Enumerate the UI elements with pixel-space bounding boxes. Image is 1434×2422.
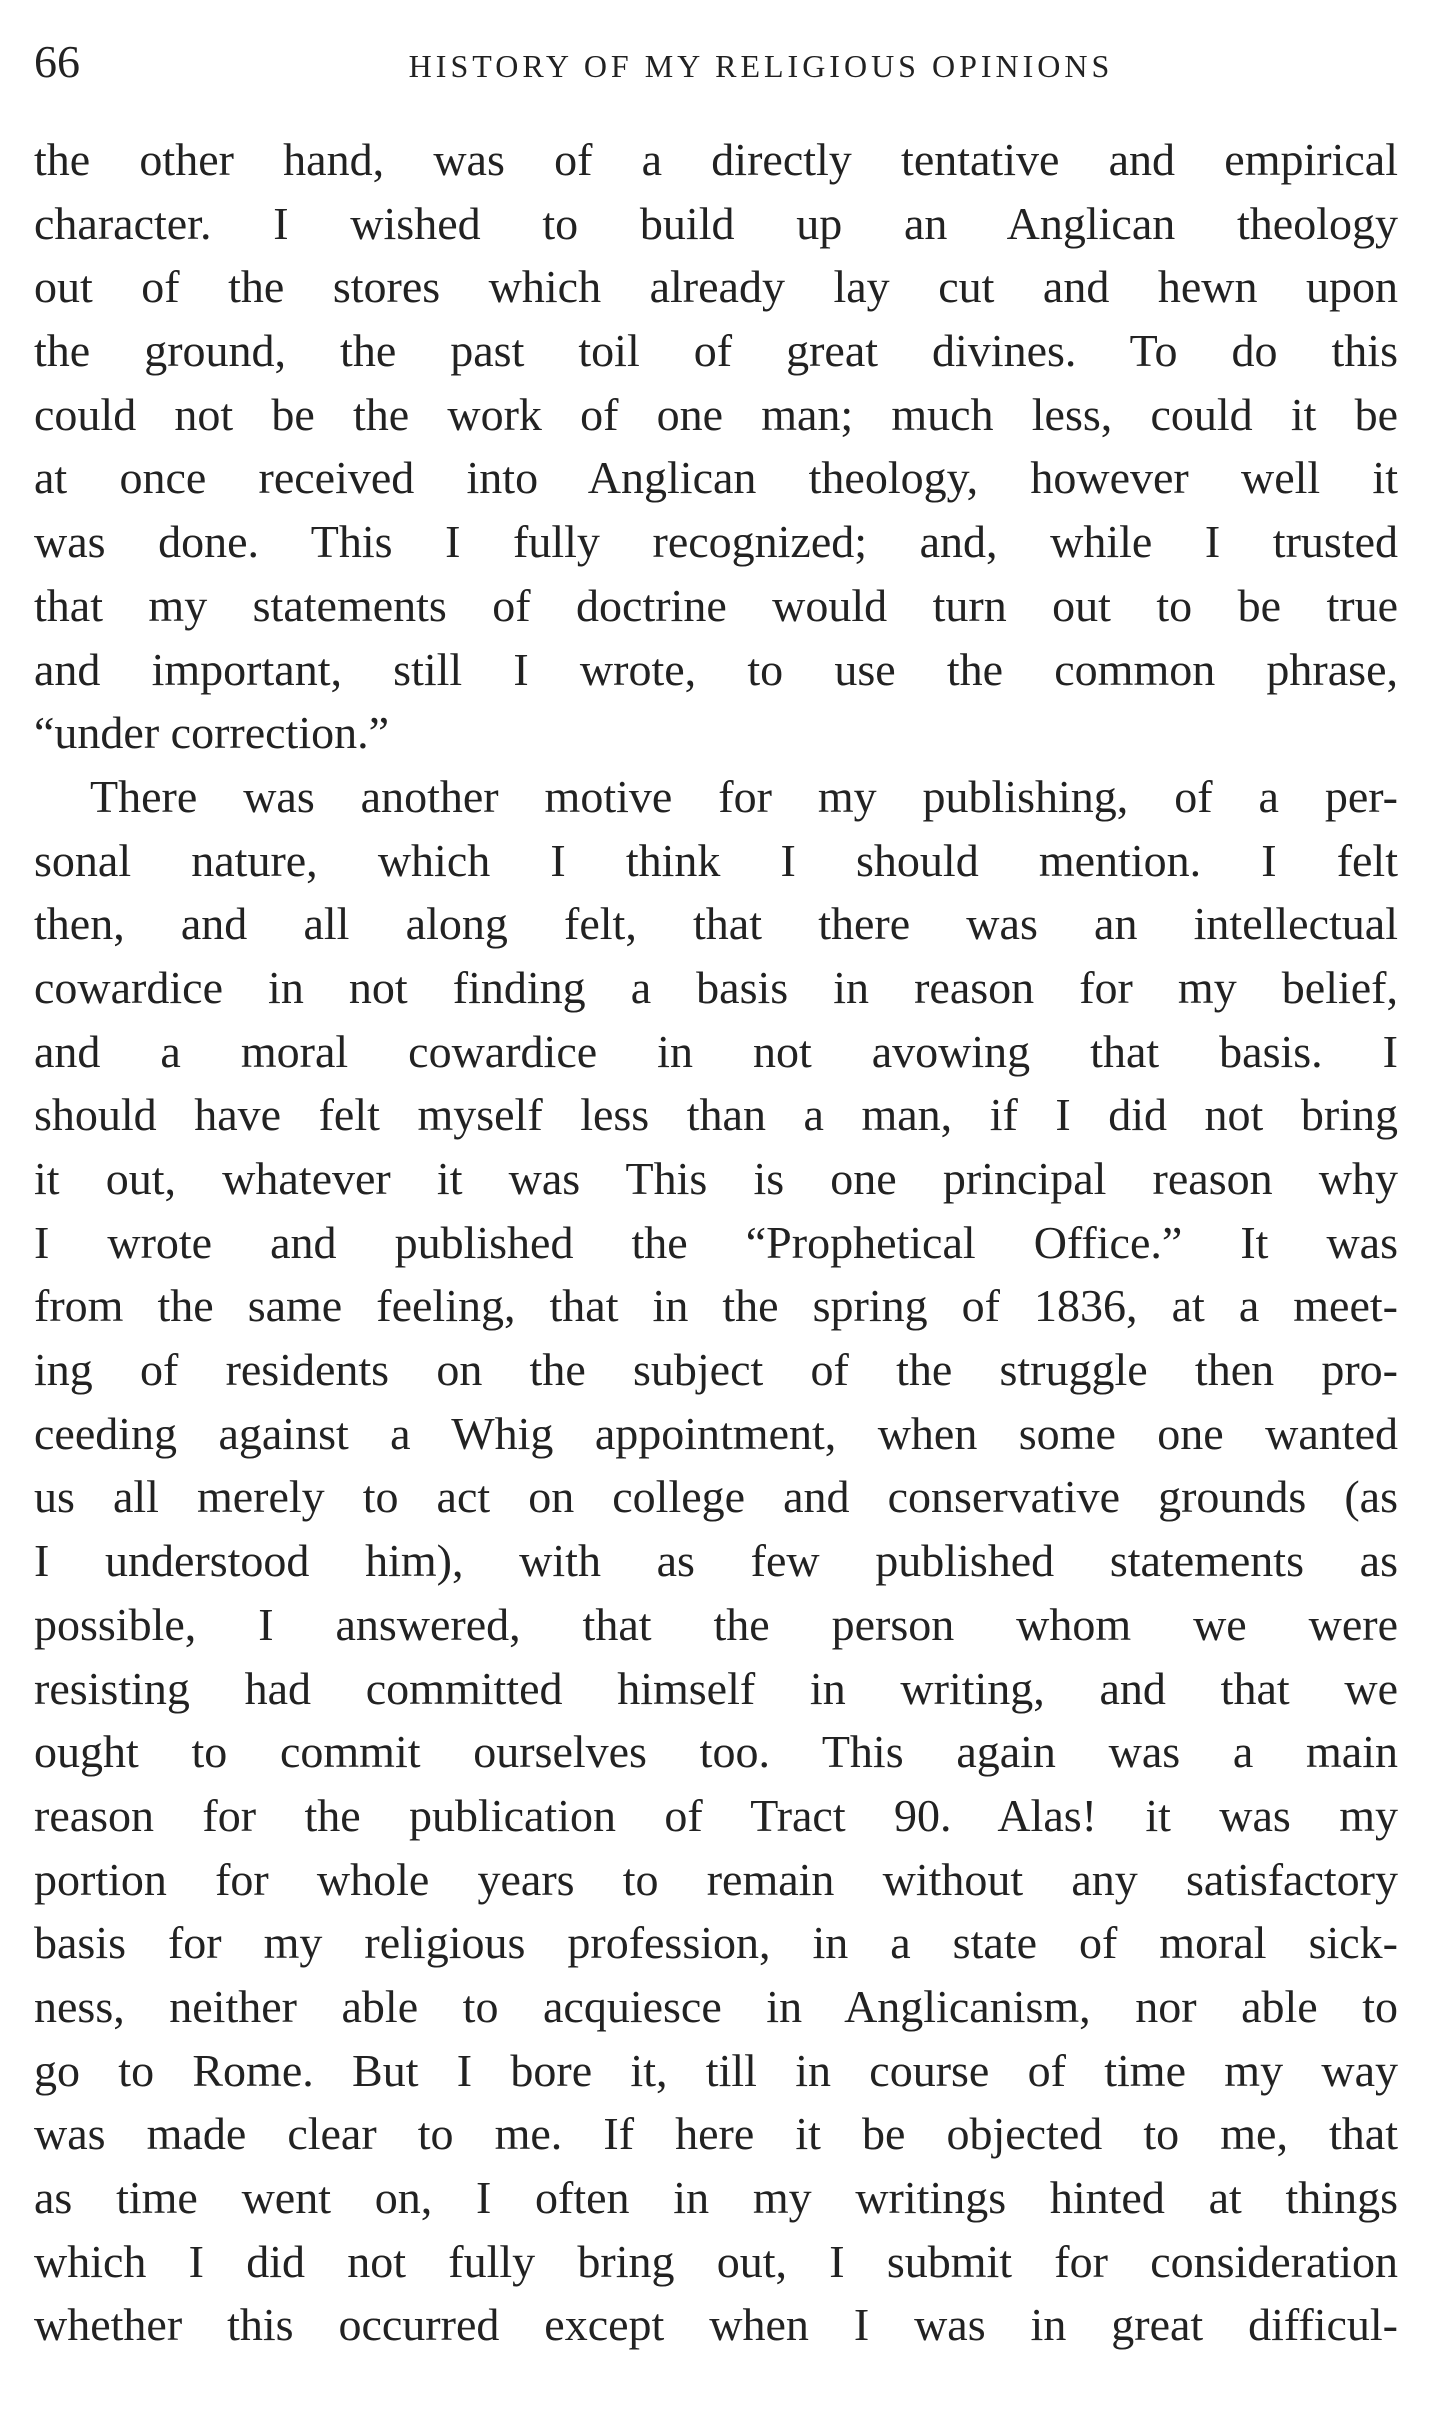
book-page bbox=[34, 0, 1398, 2422]
text-line: I wrote and published the “Prophetical Office.” It was bbox=[34, 1216, 1398, 1268]
text-line: and important, still I wrote, to use the common phrase, bbox=[34, 643, 1398, 695]
text-line: ing of residents on the subject of the struggle then pro- bbox=[34, 1344, 1398, 1396]
text-line: could not be the work of one man; much less, could it be bbox=[34, 388, 1398, 440]
text-line: whether this occurred except when I was in great difficul- bbox=[34, 2299, 1398, 2351]
page-number: 66 bbox=[34, 36, 80, 87]
text-line: that my statements of doctrine would turn out to be true bbox=[34, 579, 1398, 631]
text-line: the other hand, was of a directly tentative and empirical bbox=[34, 134, 1398, 185]
text-line: as time went on, I often in my writings hinted at things bbox=[34, 2172, 1398, 2223]
text-line: the ground, the past toil of great divines. To do this bbox=[34, 325, 1398, 377]
text-line: which I did not fully bring out, I submit for consideration bbox=[34, 2235, 1398, 2287]
text-line: go to Rome. But I bore it, till in course of time my way bbox=[34, 2044, 1398, 2096]
text-line: portion for whole years to remain without any satisfactory bbox=[34, 1853, 1398, 1905]
text-line: basis for my religious profession, in a state of moral sick- bbox=[34, 1917, 1398, 1969]
text-line: was made clear to me. If here it be objected to me, that bbox=[34, 2108, 1398, 2160]
text-line: There was another motive for my publishing, of a per- bbox=[90, 770, 1398, 822]
body-text bbox=[34, 128, 1398, 2357]
text-line: at once received into Anglican theology, however well it bbox=[34, 452, 1398, 504]
text-line: character. I wished to build up an Anglican theology bbox=[34, 197, 1398, 249]
text-line: ought to commit ourselves too. This again was a main bbox=[34, 1726, 1398, 1778]
page-header-title: HISTORY OF MY RELIGIOUS OPINIONS bbox=[408, 48, 1114, 84]
text-line: should have felt myself less than a man, if I did not bring bbox=[34, 1089, 1398, 1141]
text-line: then, and all along felt, that there was an intellectual bbox=[34, 898, 1398, 950]
text-line: “under correction.” bbox=[34, 707, 390, 759]
text-line: and a moral cowardice in not avowing that basis. I bbox=[34, 1025, 1398, 1077]
text-line: resisting had committed himself in writing, and that we bbox=[34, 1662, 1398, 1714]
text-line: cowardice in not finding a basis in reason for my belief, bbox=[34, 961, 1398, 1013]
text-line: ceeding against a Whig appointment, when some one wanted bbox=[34, 1407, 1398, 1459]
text-line: ness, neither able to acquiesce in Anglicanism, nor able to bbox=[34, 1980, 1398, 2032]
text-line: it out, whatever it was This is one principal reason why bbox=[34, 1153, 1398, 1204]
running-head bbox=[34, 32, 1398, 92]
text-line: reason for the publication of Tract 90. Alas! it was my bbox=[34, 1789, 1398, 1841]
text-line: out of the stores which already lay cut and hewn upon bbox=[34, 261, 1398, 313]
text-line: us all merely to act on college and conservative grounds (as bbox=[34, 1471, 1398, 1523]
text-line: was done. This I fully recognized; and, while I trusted bbox=[34, 516, 1398, 568]
text-line: from the same feeling, that in the spring of 1836, at a meet- bbox=[34, 1280, 1398, 1332]
text-line: I understood him), with as few published statements as bbox=[34, 1535, 1398, 1587]
text-line: possible, I answered, that the person whom we were bbox=[34, 1598, 1398, 1650]
text-line: sonal nature, which I think I should mention. I felt bbox=[34, 834, 1398, 886]
